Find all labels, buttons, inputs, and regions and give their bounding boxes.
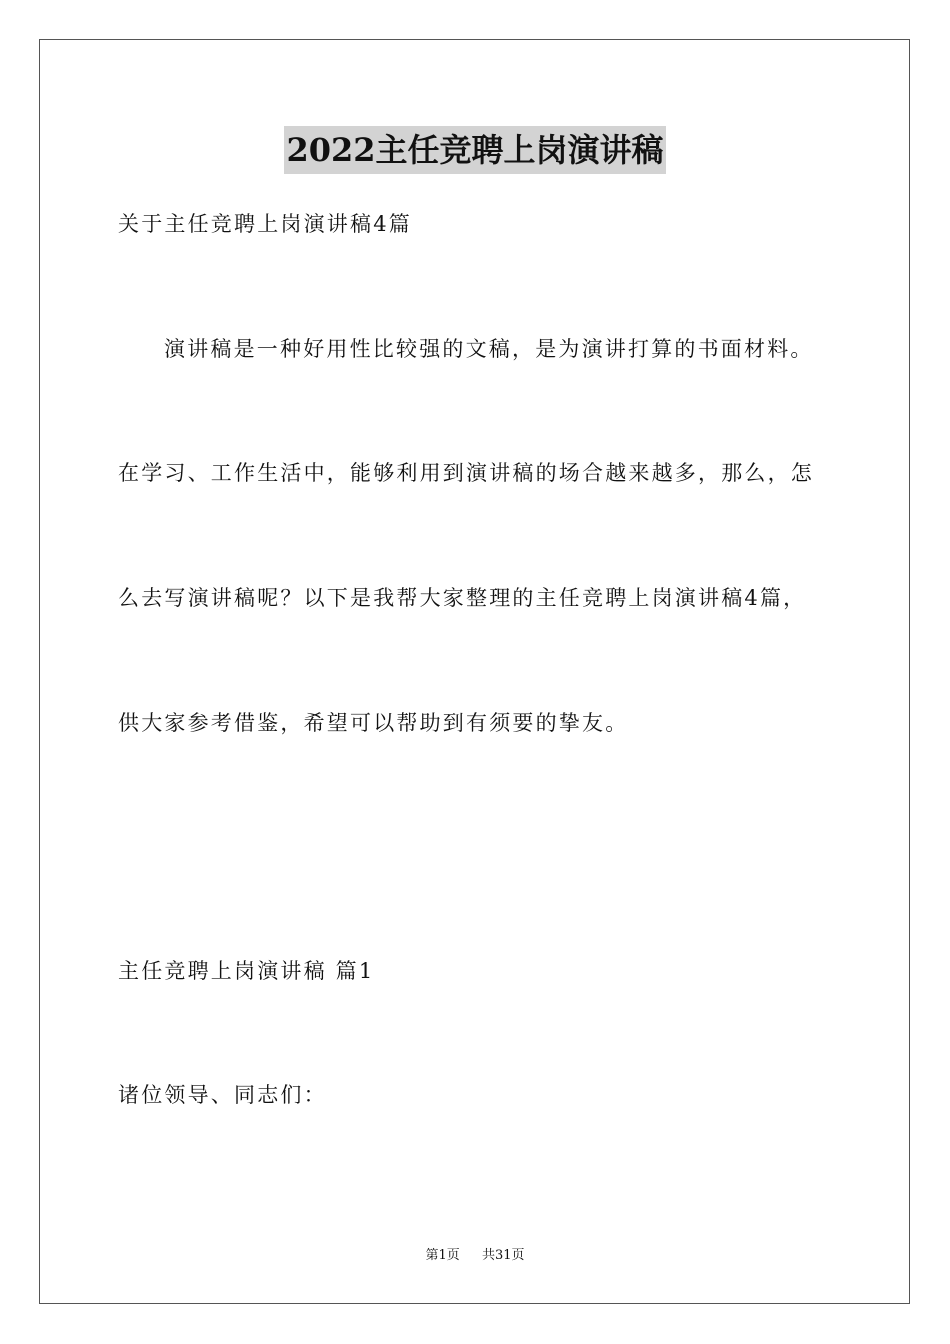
page-number-current: 第1页 (425, 1248, 460, 1263)
document-subtitle: 关于主任竞聘上岗演讲稿4篇 (118, 212, 412, 236)
paragraph-line-3: 么去写演讲稿呢？以下是我帮大家整理的主任竞聘上岗演讲稿4篇， (118, 586, 807, 610)
document-title-text: 2022主任竞聘上岗演讲稿 (284, 126, 665, 174)
page-footer (0, 1246, 950, 1266)
page-number-total: 共31页 (481, 1248, 525, 1263)
greeting: 诸位领导、同志们： (118, 1083, 327, 1107)
paragraph-line-1: 演讲稿是一种好用性比较强的文稿，是为演讲打算的书面材料。 (164, 337, 814, 361)
section-heading: 主任竞聘上岗演讲稿 篇1 (118, 959, 375, 983)
paragraph-line-2: 在学习、工作生活中，能够利用到演讲稿的场合越来越多，那么，怎 (118, 461, 814, 485)
document-title (0, 126, 950, 174)
paragraph-line-4: 供大家参考借鉴，希望可以帮助到有须要的挚友。 (118, 711, 629, 735)
